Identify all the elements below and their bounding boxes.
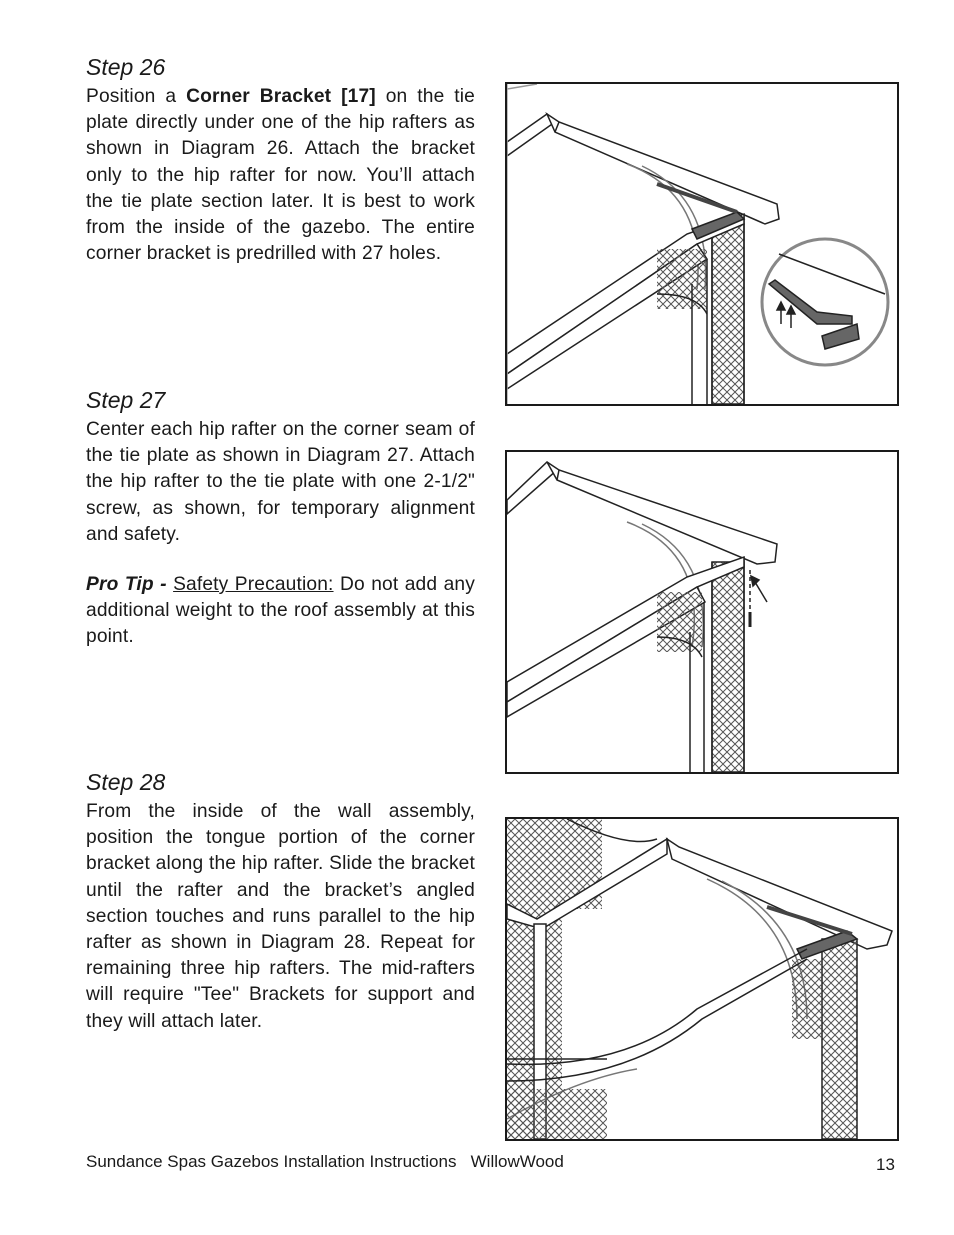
step-26-body <box>86 84 475 267</box>
step-27-title: Step 27 <box>86 387 166 413</box>
corner-bracket-label: Corner Bracket [17] <box>186 86 376 107</box>
diagram-26-illustration <box>507 84 897 404</box>
pro-tip-text: Do not add any additional weight to the roof assembly at this point. <box>86 574 475 648</box>
step-26-title: Step 26 <box>86 54 166 80</box>
step-28-title: Step 28 <box>86 769 166 795</box>
diagram-26 <box>505 82 899 406</box>
step-26 <box>86 53 475 267</box>
step-27 <box>86 386 475 651</box>
diagram-28-illustration <box>507 819 897 1139</box>
page-number: 13 <box>876 1155 895 1174</box>
pro-tip-label: Pro Tip - <box>86 574 174 596</box>
step-27-body: Center each hip rafter on the corner seam of the tie plate as shown in Diagram 27. Attach the hip rafter to the tie plate with one 2-1/2" screw, as shown, for temporary alignment and safety. <box>86 419 475 545</box>
pro-tip <box>86 572 475 651</box>
footer-title: Sundance Spas Gazebos Installation Instructions WillowWood <box>86 1152 564 1171</box>
step-26-text-b: on the tie plate directly under one of the hip rafters as shown in Diagram 26. Attach the bracket only to the hip rafter for now. You’ll attach the tie plate section later. It is best to work from the inside of the gazebo. The entire corner bracket is predrilled with 27 holes. <box>86 86 475 265</box>
step-28-body: From the inside of the wall assembly, position the tongue portion of the corner bracket along the hip rafter. Slide the bracket until the rafter and the bracket’s angled section touches and runs parallel to the hip rafter as shown in Diagram 28. Repeat for remaining three hip rafters. The mid-rafters will require "Tee" Brackets for support and they will attach later. <box>86 801 475 1032</box>
diagram-28 <box>505 817 899 1141</box>
step-28 <box>86 768 475 1035</box>
inset-detail <box>762 239 888 365</box>
safety-precaution-label: Safety Precaution: <box>173 574 334 596</box>
diagram-27-illustration <box>507 452 897 772</box>
diagram-27 <box>505 450 899 774</box>
step-26-text-a: Position a <box>86 86 187 107</box>
